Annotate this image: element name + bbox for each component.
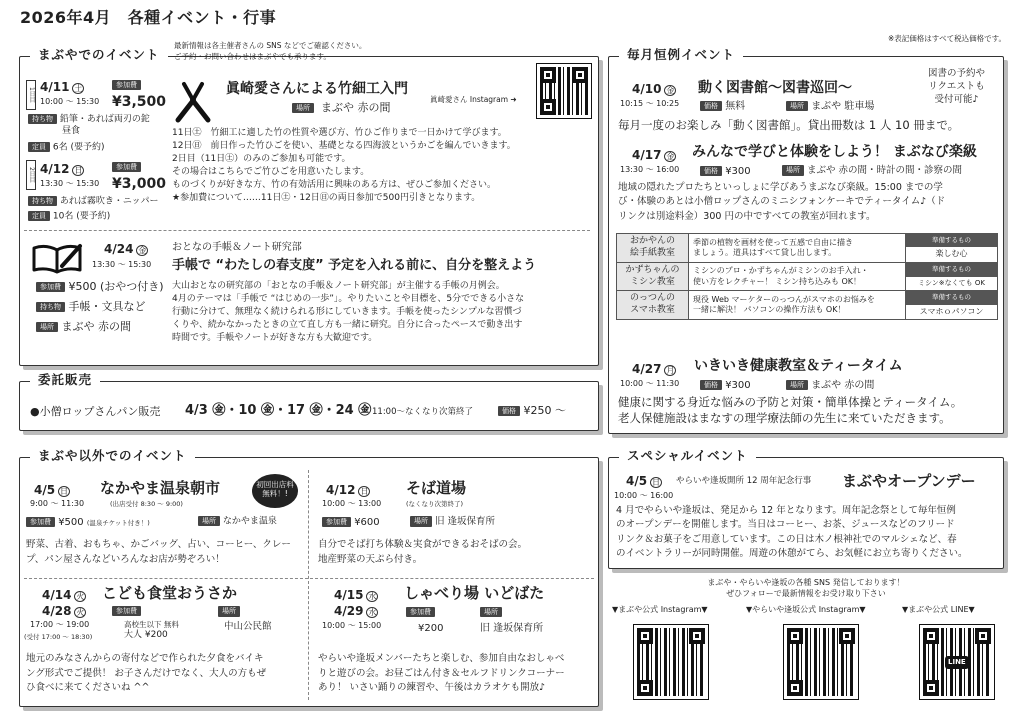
bamboo-day1-fee: 参加費 ¥3,500 bbox=[112, 81, 167, 111]
section-title: まぶや以外でのイベント bbox=[30, 448, 195, 464]
class-name: のっつんの スマホ教室 bbox=[617, 291, 689, 320]
section-title: まぶやでのイベント bbox=[30, 47, 168, 63]
bamboo-day2-time: 13:30 ～ 15:30 bbox=[40, 179, 100, 188]
special-title: まぶやオープンデー bbox=[842, 472, 976, 490]
health-title: いきいき健康教室＆ティータイム bbox=[694, 358, 903, 374]
special-time: 10:00 ～ 16:00 bbox=[614, 491, 674, 500]
table-row bbox=[617, 234, 998, 247]
instagram-label: 眞崎愛さん Instagram ➜ bbox=[430, 95, 517, 104]
idobata-description: やらいや逢坂メンバーたちと楽しむ、参加自由なおしゃべ りと遊びの会。お昼ごはん付き＆セルフドリンクコーナー あり！ いさい踊りの練習や、午後はカラオケも開放♪ bbox=[318, 653, 565, 694]
notebook-date: 4/24 金 bbox=[104, 242, 147, 256]
class-desc: 季節の植物を画材を使って五感で自由に描き ましょう。道具はすべて貸し出します。 bbox=[689, 234, 906, 263]
soba-place: 場所 旧 逢坂保育所 bbox=[410, 516, 495, 528]
asaichi-time: 9:00 ～ 11:30 bbox=[30, 499, 85, 508]
idobata-title: しゃべり場 いどばた bbox=[404, 584, 545, 602]
class-name: おかやんの 絵手紙教室 bbox=[617, 234, 689, 263]
asaichi-description: 野菜、古着、おもちゃ、かごバッグ、占い、コーヒー、クレー プ、パン屋さんなどいろんなお店が勢ぞろい！ bbox=[26, 539, 291, 566]
sns-message: まぶや・やらいや逢坂の各種 SNS 発信しております！ ぜひフォローで最新情報をお受け取り下さい bbox=[707, 578, 905, 598]
bamboo-day1-capacity: 定員 6名 (要予約) bbox=[28, 142, 105, 154]
library-note: 図書の予約や リクエストも 受付可能♪ bbox=[928, 68, 986, 105]
bread-dates: 4/3 ㊎・10 ㊎・17 ㊎・24 ㊎ bbox=[185, 403, 372, 418]
soba-subtime: (なくなり次第終了) bbox=[406, 500, 464, 508]
health-time: 10:00 ～ 11:30 bbox=[620, 379, 680, 388]
bring-header: 準備するもの bbox=[906, 262, 998, 276]
bread-price: 価格 ¥250 ～ bbox=[498, 404, 566, 418]
section-title: 毎月恒例イベント bbox=[619, 47, 743, 63]
idobata-date2: 4/29 水 bbox=[334, 604, 377, 618]
notebook-place: 場所 まぶや 赤の間 bbox=[36, 320, 131, 334]
library-place: 場所 まぶや 駐車場 bbox=[786, 100, 874, 113]
bamboo-title: 眞崎愛さんによる竹細工入門 bbox=[226, 81, 408, 97]
manabi-time: 13:30 ～ 16:00 bbox=[620, 165, 680, 174]
day1-label: 1日目 bbox=[26, 80, 36, 110]
health-place: 場所 まぶや 赤の間 bbox=[786, 379, 874, 392]
soba-time: 10:00 ～ 13:00 bbox=[322, 499, 382, 508]
section-title: 委託販売 bbox=[30, 372, 100, 388]
library-time: 10:15 ～ 10:25 bbox=[620, 99, 680, 108]
bamboo-day1-time: 10:00 ～ 15:30 bbox=[40, 97, 100, 106]
manabi-date: 4/17 金 bbox=[632, 148, 675, 162]
bring-header: 準備するもの bbox=[906, 234, 998, 247]
idobata-date: 4/15 水 bbox=[334, 588, 377, 602]
bring-value: スマホｏパソコン bbox=[906, 304, 998, 319]
kodomo-date: 4/14 火 bbox=[42, 588, 85, 602]
special-description: 4 月でやらいや逢坂は、発足から 12 年となります。周年記念祭として毎年恒例 のオープンデーを開催します。当日はコーヒー、お茶、ジュースなどのフリード リンク＆お菓子をご用意しています。この日は木ノ根神社でのマルシェなど、春 のイベントラリーが同時開催。周遊の休憩がてら、お気軽にお立ち寄りください。 bbox=[616, 505, 968, 559]
asaichi-subtime: (出店受付 8:30 ～ 9:00) bbox=[110, 500, 183, 508]
idobata-place: 場所 旧 逢坂保育所 bbox=[480, 607, 544, 634]
class-name: かずちゃんの ミシン教室 bbox=[617, 262, 689, 290]
health-date: 4/27 月 bbox=[632, 362, 675, 376]
yaraiya-instagram-label: ▼やらいや逢坂公式 Instagram▼ bbox=[746, 605, 866, 614]
notebook-title: 手帳で “わたしの春支度” 予定を入れる前に、自分を整えよう bbox=[172, 258, 537, 273]
soba-fee: 参加費 ¥600 bbox=[322, 516, 380, 529]
line-logo: LINE bbox=[945, 656, 969, 669]
asaichi-fee: 参加費 ¥500 (温泉チケット付き！) bbox=[26, 516, 150, 529]
asaichi-date: 4/5 日 bbox=[34, 483, 68, 497]
asaichi-place: 場所 なかやま温泉 bbox=[198, 516, 277, 528]
class-desc: ミシンのプロ・かずちゃんがミシンのお手入れ・ 使い方をレクチャー！ ミシン持ち込みも OK！ bbox=[689, 262, 906, 290]
kodomo-title: こども食堂おうさか bbox=[102, 584, 238, 602]
class-desc: 現役 Web マーケターのっつんがスマホのお悩みを 一緒に解決！ パソコンの操作方法も OK！ bbox=[689, 291, 906, 320]
table-row bbox=[617, 262, 998, 276]
asaichi-title: なかやま温泉朝市 bbox=[100, 479, 221, 497]
idobata-fee: 参加費 ¥200 bbox=[406, 606, 443, 635]
special-date: 4/5 日 bbox=[626, 474, 660, 488]
bamboo-day1-date: 4/11 土 bbox=[40, 80, 83, 94]
health-price: 価格 ¥300 bbox=[700, 379, 751, 392]
bring-value: ミシン※なくても OK bbox=[906, 276, 998, 291]
notebook-fee: 参加費 ¥500 (おやつ付き) bbox=[36, 280, 164, 294]
special-subtitle: やらいや逢坂開所 12 周年記念行事 bbox=[676, 476, 812, 486]
bring-value: 楽しむ心 bbox=[906, 247, 998, 262]
yaraiya-instagram-qr-code[interactable] bbox=[784, 625, 858, 699]
bamboo-day2-capacity: 定員 10名 (要予約) bbox=[28, 211, 110, 223]
manabi-price: 価格 ¥300 bbox=[700, 165, 751, 178]
bamboo-day2-date: 4/12 日 bbox=[40, 162, 83, 176]
notebook-items: 持ち物 手帳・文具など bbox=[36, 300, 146, 314]
bring-header: 準備するもの bbox=[906, 291, 998, 304]
bamboo-day1-items: 持ち物 鉛筆・あれば両刃の鉈 昼食 bbox=[28, 114, 150, 138]
health-description: 健康に関する身近な悩みの予防と対策・簡単体操とティータイム。 老人保健施設はまなすの理学療法師の先生に来ていただきます。 bbox=[618, 395, 963, 426]
table-row bbox=[617, 291, 998, 304]
notebook-time: 13:30 ～ 15:30 bbox=[92, 260, 152, 269]
divider bbox=[308, 470, 309, 700]
soba-title: そば道場 bbox=[406, 479, 467, 497]
instagram-qr-code[interactable] bbox=[537, 64, 591, 118]
soba-description: 自分でそば打ち体験＆実食ができるおそばの会。 地産野菜の天ぷら付き。 bbox=[318, 539, 528, 566]
bamboo-day2-fee: 参加費 ¥3,000 bbox=[112, 163, 167, 193]
manabi-place: 場所 まぶや 赤の間・時計の間・診察の間 bbox=[782, 165, 962, 177]
divider bbox=[24, 230, 590, 231]
kodomo-time: 17:00 ～ 19:00 bbox=[30, 620, 90, 629]
notebook-description: 大山おとなの研究部の「おとなの手帳＆ノート研究部」が主催する手帳の月例会。 4月のテーマは「手帳で “はじめの一歩”」。やりたいことや目標を、5分でできる小さな 行動に分けて、無理なく続けられる形にしていきます。手帳を使ったシンプルな習慣づ くりや、続かなかったときの立て直し方も一緒に研究。自分に合ったペースで動き出す 時間です。手帳やノートが好きな方も大歓迎です。 bbox=[172, 281, 525, 344]
page-title: 2026年4月 各種イベント・行事 bbox=[20, 8, 277, 27]
bamboo-place: 場所 まぶや 赤の間 bbox=[292, 101, 391, 115]
mabuya-line-label: ▼まぶや公式 LINE▼ bbox=[902, 605, 975, 614]
bamboo-description: 11日㊏ 竹細工に適した竹の性質や選び方、竹ひご作りまで一日かけて学びます。 12日㊐ 前日作った竹ひごを使い、基礎となる四海波というかごを編んでいきます。 2日目（11日㊏）のみのご参加も可能です。 その場合はこちらでご竹ひごを用意いたします。 ものづくりが好きな方、竹の有効活用に興味のある方は、ぜひご参加ください。 ★参加費について……11日㊏・12日㊐の両日参加で500円引きとなります。 bbox=[172, 128, 516, 204]
class-table bbox=[616, 233, 998, 320]
kodomo-place: 場所 中山公民館 bbox=[218, 606, 272, 634]
library-date: 4/10 金 bbox=[632, 82, 675, 96]
notebook-subtitle: おとなの手帳＆ノート研究部 bbox=[172, 242, 302, 253]
kodomo-description: 地元のみなさんからの寄付などで作られた夕食をバイキ ング形式でご提供！ お子さんだけでなく、大人の方もぜ ひ食べに来てくださいね ^^ bbox=[26, 653, 267, 694]
mabuya-instagram-label: ▼まぶや公式 Instagram▼ bbox=[612, 605, 708, 614]
idobata-time: 10:00 ～ 15:00 bbox=[322, 621, 382, 630]
tax-note: ※表記価格はすべて税込価格です。 bbox=[887, 34, 1006, 43]
library-description: 毎月一度のお楽しみ「動く図書館」。貸出冊数は 1 人 10 冊まで。 bbox=[618, 118, 960, 132]
kodomo-fee: 参加費 高校生以下 無料 大人 ¥200 bbox=[112, 606, 179, 642]
notebook-pen-icon bbox=[30, 242, 86, 276]
manabi-description: 地域の隠れたプロたちといっしょに学びあうまぶなび楽級。15:00 までの学 び・体験のあとは小僧ロップさんのミニシフォンケーキでティータイム♪（ド リンクは別途料金）300 円の中ですべての教室が回れます。 bbox=[618, 182, 946, 222]
library-price: 価格 無料 bbox=[700, 100, 745, 113]
notice-text: 最新情報は各主催者さんの SNS などでご確認ください。 ご予約・お問い合わせはまぶやでも承ります。 bbox=[174, 41, 367, 61]
mabuya-instagram-qr-code[interactable] bbox=[634, 625, 708, 699]
library-title: 動く図書館～図書巡回～ bbox=[698, 80, 852, 96]
mabuya-line-qr-code[interactable] bbox=[920, 625, 994, 699]
bamboo-day2-items: 持ち物 あれば霧吹き・ニッパー bbox=[28, 196, 159, 208]
pliers-icon bbox=[172, 80, 214, 124]
bread-item: ●小僧ロップさんパン販売 bbox=[30, 405, 161, 418]
soba-date: 4/12 日 bbox=[326, 483, 369, 497]
section-title: スペシャルイベント bbox=[619, 448, 756, 464]
kodomo-date2: 4/28 火 bbox=[42, 604, 85, 618]
day2-label: 2日目 bbox=[26, 160, 36, 190]
kodomo-subtime: (受付 17:00 ～ 18:30) bbox=[24, 633, 93, 641]
free-badge: 初回出店料 無料！! bbox=[252, 474, 298, 508]
manabi-title: みんなで学びと体験をしよう！ まぶなび楽級 bbox=[692, 144, 977, 160]
divider bbox=[24, 578, 594, 579]
bread-time: 11:00～なくなり次第終了 bbox=[372, 407, 473, 417]
